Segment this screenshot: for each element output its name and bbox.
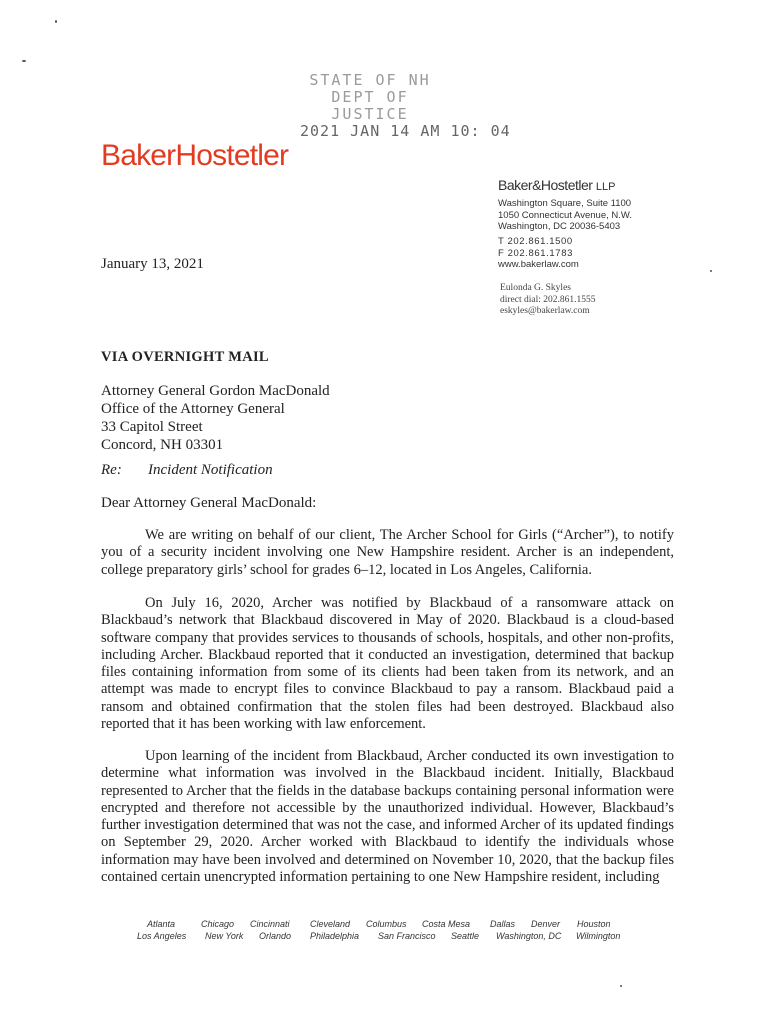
re-label: Re: (101, 462, 122, 478)
firm-phone-block (498, 236, 573, 259)
office-city: Costa Mesa (422, 919, 471, 929)
firm-suffix: LLP (595, 181, 616, 193)
body-paragraph-2 (101, 595, 674, 733)
recipient-line: Office of the Attorney General (101, 401, 285, 417)
office-city: Chicago (201, 919, 235, 929)
contact-direct-dial: direct dial: 202.861.1555 (500, 294, 596, 305)
office-city: Wilmington (576, 931, 621, 941)
salutation: Dear Attorney General MacDonald: (101, 495, 317, 511)
firm-website[interactable]: www.bakerlaw.com (498, 259, 579, 270)
re-subject: Incident Notification (148, 462, 273, 478)
firm-fax: F 202.861.1783 (498, 247, 573, 259)
office-city: Cleveland (310, 919, 351, 929)
address-line: 1050 Connecticut Avenue, N.W. (498, 209, 632, 221)
office-city: Philadelphia (310, 931, 360, 941)
paragraph-text: We are writing on behalf of our client, The Archer School for Girls (“Archer”), to notify you of a security incident involving one New Hampshire resident. Archer is an independent, college preparatory girls’ school for grades 6–12, located in Los Angeles, California. (101, 527, 674, 578)
office-city: San Francisco (378, 931, 436, 941)
recipient-line: 33 Capitol Street (101, 419, 203, 435)
recipient-line: Attorney General Gordon MacDonald (101, 383, 330, 399)
body-paragraph-1 (101, 527, 674, 579)
recipient-line: Concord, NH 03301 (101, 437, 224, 453)
scan-speck (22, 60, 26, 62)
attorney-contact (500, 283, 596, 318)
stamp-received-date: 2021 JAN 14 AM 10: 04 (300, 122, 511, 140)
office-city: Orlando (259, 931, 292, 941)
stamp-line-2: DEPT OF JUSTICE (331, 88, 409, 123)
firm-name-text: Baker&Hostetler (498, 177, 593, 193)
firm-logo: BakerHostetler (101, 139, 289, 172)
received-stamp (300, 72, 440, 123)
office-city: Los Angeles (137, 931, 187, 941)
office-city: Cincinnati (250, 919, 290, 929)
office-city: Dallas (490, 919, 516, 929)
firm-address (498, 198, 632, 233)
scan-speck (55, 20, 57, 23)
office-city: Houston (577, 919, 611, 929)
office-city: New York (205, 931, 244, 941)
address-line: Washington Square, Suite 1100 (498, 198, 632, 209)
paragraph-text: Upon learning of the incident from Blackbaud, Archer conducted its own investigation to determine what information was involved in the Blackbaud incident. Initially, Blackbaud represented to Archer that the fields in the database backups containing personal information were encrypted and therefore not accessible by the unauthorized individual. However, Blackbaud’s further investigation determined that was not the case, and informed Archer of its updated findings on September 29, 2020. Archer worked with Blackbaud to identify the individuals whose information may have been involved and determined on November 10, 2020, that the backup files contained certain unencrypted information pertaining to one New Hampshire resident, including (101, 748, 674, 886)
address-line: Washington, DC 20036-5403 (498, 221, 621, 232)
paragraph-text: On July 16, 2020, Archer was notified by Blackbaud of a ransomware attack on Blackbaud’s network that Blackbaud discovered in May of 2020. Blackbaud is a cloud-based software company that provides services to thousands of schools, hospitals, and other non-profits, including Archer. Blackbaud reported that it conducted an investigation, determined that backup files containing information from some of its clients had been taken from its network, and an attempt was made to encrypt files to convince Blackbaud to pay a ransom. Blackbaud paid a ransom and obtained confirmation that the stolen files had been destroyed. Blackbaud also reported that it has been working with law enforcement. (101, 595, 674, 733)
office-city: Denver (531, 919, 561, 929)
office-locations-footer (0, 919, 770, 949)
office-city: Seattle (451, 931, 480, 941)
letter-date: January 13, 2021 (101, 256, 204, 272)
firm-phone: T 202.861.1500 (498, 236, 573, 247)
contact-name: Eulonda G. Skyles (500, 283, 571, 293)
office-city: Atlanta (147, 919, 176, 929)
contact-email[interactable]: eskyles@bakerlaw.com (500, 306, 590, 316)
firm-name (498, 177, 615, 193)
recipient-address (101, 382, 330, 454)
body-paragraph-3 (101, 748, 674, 886)
scan-speck (620, 985, 622, 987)
office-city: Columbus (366, 919, 407, 929)
scan-speck (710, 270, 712, 272)
re-line (101, 462, 273, 479)
office-city: Washington, DC (496, 931, 562, 941)
delivery-method: VIA OVERNIGHT MAIL (101, 349, 269, 365)
stamp-line-1: STATE OF NH (309, 71, 431, 89)
